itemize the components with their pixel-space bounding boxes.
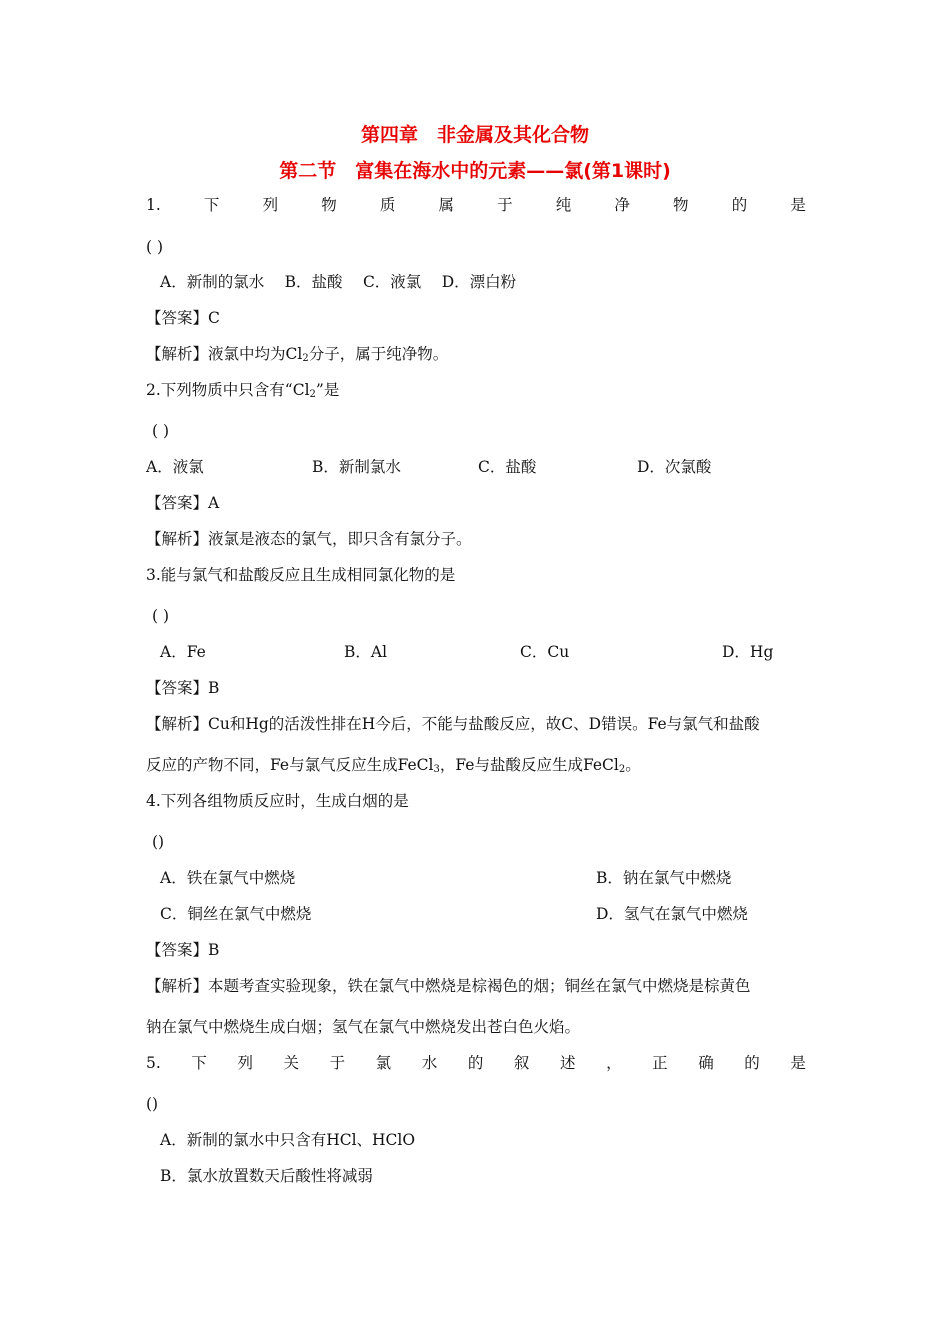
stem-char: 于 (497, 196, 513, 214)
question-3-stem: 3.能与氯气和盐酸反应且生成相同氯化物的是 (146, 566, 456, 584)
question-3-analysis-line-1: 【解析】Cu和Hg的活泼性排在H今后，不能与盐酸反应，故C、D错误。Fe与氯气和盐酸 (146, 715, 760, 733)
stem-char: 纯 (555, 196, 572, 214)
stem-char: 确 (698, 1054, 714, 1072)
question-4-paren: () (152, 833, 165, 851)
section-title: 第二节 富集在海水中的元素——氯(第1课时) (279, 160, 671, 182)
question-1-paren: ( ) (146, 238, 164, 256)
question-2-answer: 【答案】A (146, 494, 220, 512)
stem-char: 物 (321, 196, 337, 214)
question-4-stem: 4.下列各组物质反应时，生成白烟的是 (146, 792, 409, 810)
question-4-analysis-line-2: 钠在氯气中燃烧生成白烟；氢气在氯气中燃烧发出苍白色火焰。 (146, 1018, 581, 1036)
stem-char: 正 (652, 1054, 668, 1072)
stem-char: 列 (237, 1054, 253, 1072)
question-5-option-a: A．新制的氯水中只含有HCl、HClO (160, 1131, 416, 1149)
question-3-option-d: D．Hg (722, 643, 774, 661)
stem-char: 列 (262, 196, 279, 214)
stem-char: 是 (790, 1054, 806, 1072)
question-5-paren: () (146, 1095, 159, 1113)
stem-char: 物 (673, 196, 689, 214)
stem-char: 关 (283, 1054, 300, 1072)
question-4-option-b: B．钠在氯气中燃烧 (596, 869, 732, 887)
stem-char: 的 (467, 1054, 484, 1072)
stem-char: 净 (614, 196, 630, 214)
stem-char: 水 (421, 1054, 438, 1072)
question-2-option-c: C．盐酸 (478, 458, 537, 476)
question-2-paren: ( ) (152, 422, 170, 440)
stem-char: 5. (146, 1054, 161, 1072)
stem-char: 是 (790, 196, 806, 214)
question-1-answer: 【答案】C (146, 309, 220, 327)
stem-char: 的 (731, 196, 748, 214)
question-5-option-b: B．氯水放置数天后酸性将减弱 (160, 1167, 373, 1185)
stem-char: 于 (329, 1054, 346, 1072)
question-5-stem (146, 1053, 806, 1073)
question-3-option-c: C．Cu (520, 643, 570, 661)
stem-char: 的 (744, 1054, 760, 1072)
stem-char: ， (606, 1054, 622, 1072)
question-3-answer: 【答案】B (146, 679, 220, 697)
question-1-options: A．新制的氯水 B．盐酸 C．液氯 D．漂白粉 (160, 273, 517, 291)
chapter-title: 第四章 非金属及其化合物 (360, 124, 589, 146)
stem-char: 1. (146, 196, 161, 214)
question-2-option-a: A．液氯 (146, 458, 204, 476)
question-4-option-c: C．铜丝在氯气中燃烧 (160, 905, 312, 923)
question-4-answer: 【答案】B (146, 941, 220, 959)
question-3-option-a: A．Fe (160, 643, 206, 661)
question-2-analysis: 【解析】液氯是液态的氯气，即只含有氯分子。 (146, 530, 472, 548)
question-4-analysis-line-1: 【解析】本题考查实验现象，铁在氯气中燃烧是棕褐色的烟；铜丝在氯气中燃烧是棕黄色 (146, 977, 751, 995)
question-3-paren: ( ) (152, 607, 170, 625)
question-4-option-a: A．铁在氯气中燃烧 (160, 869, 296, 887)
stem-char: 下 (203, 196, 220, 214)
question-2-option-d: D．次氯酸 (637, 458, 712, 476)
question-2-stem: 2.下列物质中只含有“$Cl_2$”是 (146, 381, 340, 400)
stem-char: 氯 (375, 1054, 392, 1072)
question-1-stem (146, 195, 806, 215)
question-1-analysis: 【解析】液氯中均为$Cl_2$分子，属于纯净物。 (146, 345, 449, 364)
question-2-option-b: B．新制氯水 (312, 458, 401, 476)
question-4-option-d: D．氢气在氯气中燃烧 (596, 905, 748, 923)
stem-char: 叙 (513, 1054, 530, 1072)
stem-char: 质 (379, 196, 396, 214)
stem-char: 述 (559, 1054, 576, 1072)
question-3-analysis-line-2: 反应的产物不同，Fe与氯气反应生成FeCl$_3$，Fe与盐酸反应生成FeCl$_2$。 (146, 756, 641, 775)
stem-char: 属 (438, 196, 454, 214)
question-3-option-b: B．Al (344, 643, 388, 661)
stem-char: 下 (191, 1054, 207, 1072)
